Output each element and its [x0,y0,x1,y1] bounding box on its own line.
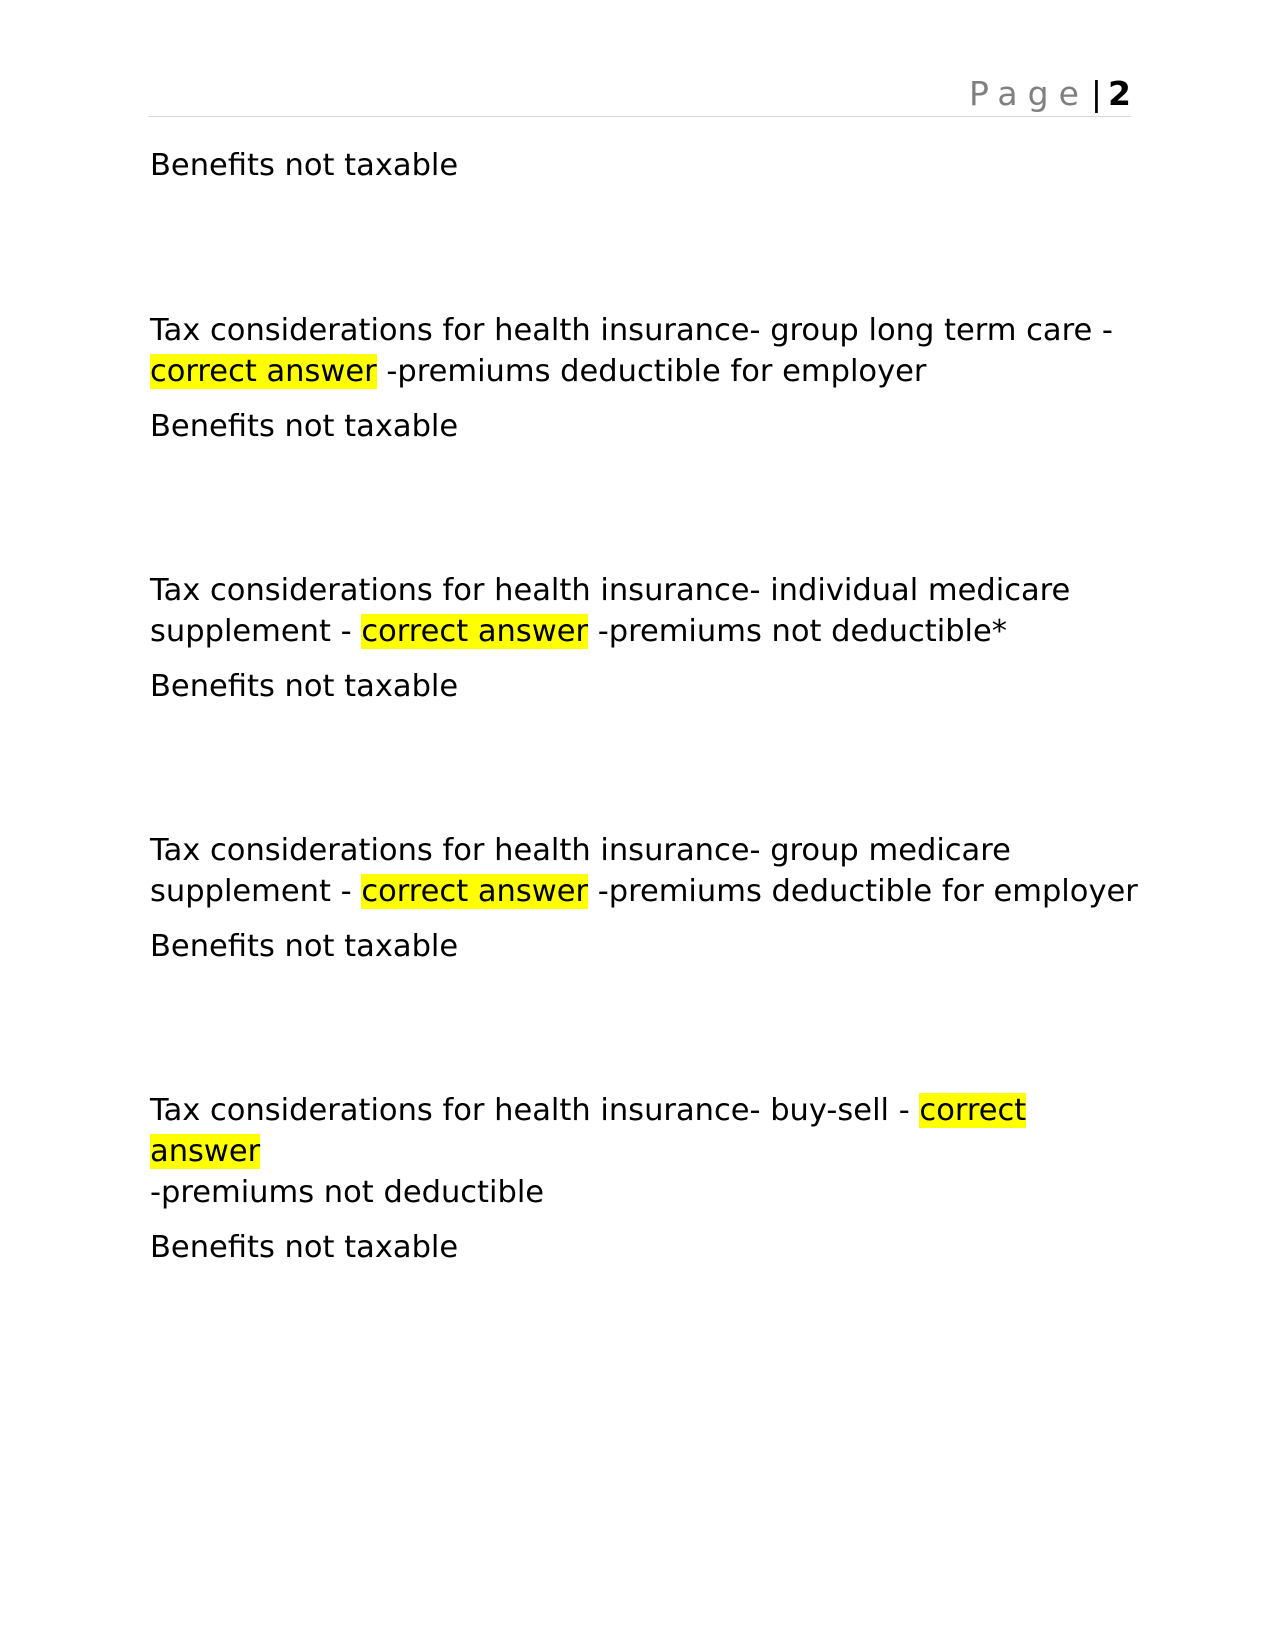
answer-text: -premiums deductible for employer [597,874,1138,909]
page-separator: | [1090,74,1103,113]
question-text [150,830,1140,912]
question-stem: Tax considerations for health insurance- group long term care - [150,313,1113,348]
correct-answer-tag: correct answer [150,1093,1027,1169]
question-stem: Tax considerations for health insurance- individual medicare supplement - [150,573,1071,649]
benefit-text: Benefits not taxable [150,669,459,704]
answer-text: -premiums not deductible* [597,614,1008,649]
benefit-text: Benefits not taxable [150,148,459,183]
benefit-text: Benefits not taxable [150,1230,459,1265]
question-stem: Tax considerations for health insurance- group medicare supplement - [150,833,1011,909]
correct-answer-tag: correct answer [361,614,589,649]
benefit-text: Benefits not taxable [150,409,459,444]
question-text [150,1090,1140,1213]
question-text [150,570,1140,652]
answer-text: -premiums deductible for employer [386,354,927,389]
lead-block [150,145,1140,186]
qa-entry-group-medicare-supplement [150,830,1140,967]
qa-entry-group-long-term-care [150,310,1140,447]
page-number-value: 2 [1108,74,1131,113]
page-label: Page [969,74,1089,113]
qa-entry-buy-sell [150,1090,1140,1268]
benefit-text: Benefits not taxable [150,929,459,964]
question-text [150,310,1140,392]
question-stem: Tax considerations for health insurance- buy-sell - [150,1093,910,1128]
correct-answer-tag: correct answer [150,354,377,389]
correct-answer-tag: correct answer [361,874,589,909]
page-number [969,74,1131,114]
page-header [148,64,1131,117]
answer-text: -premiums not deductible [150,1175,545,1210]
qa-entry-individual-medicare-supplement [150,570,1140,707]
